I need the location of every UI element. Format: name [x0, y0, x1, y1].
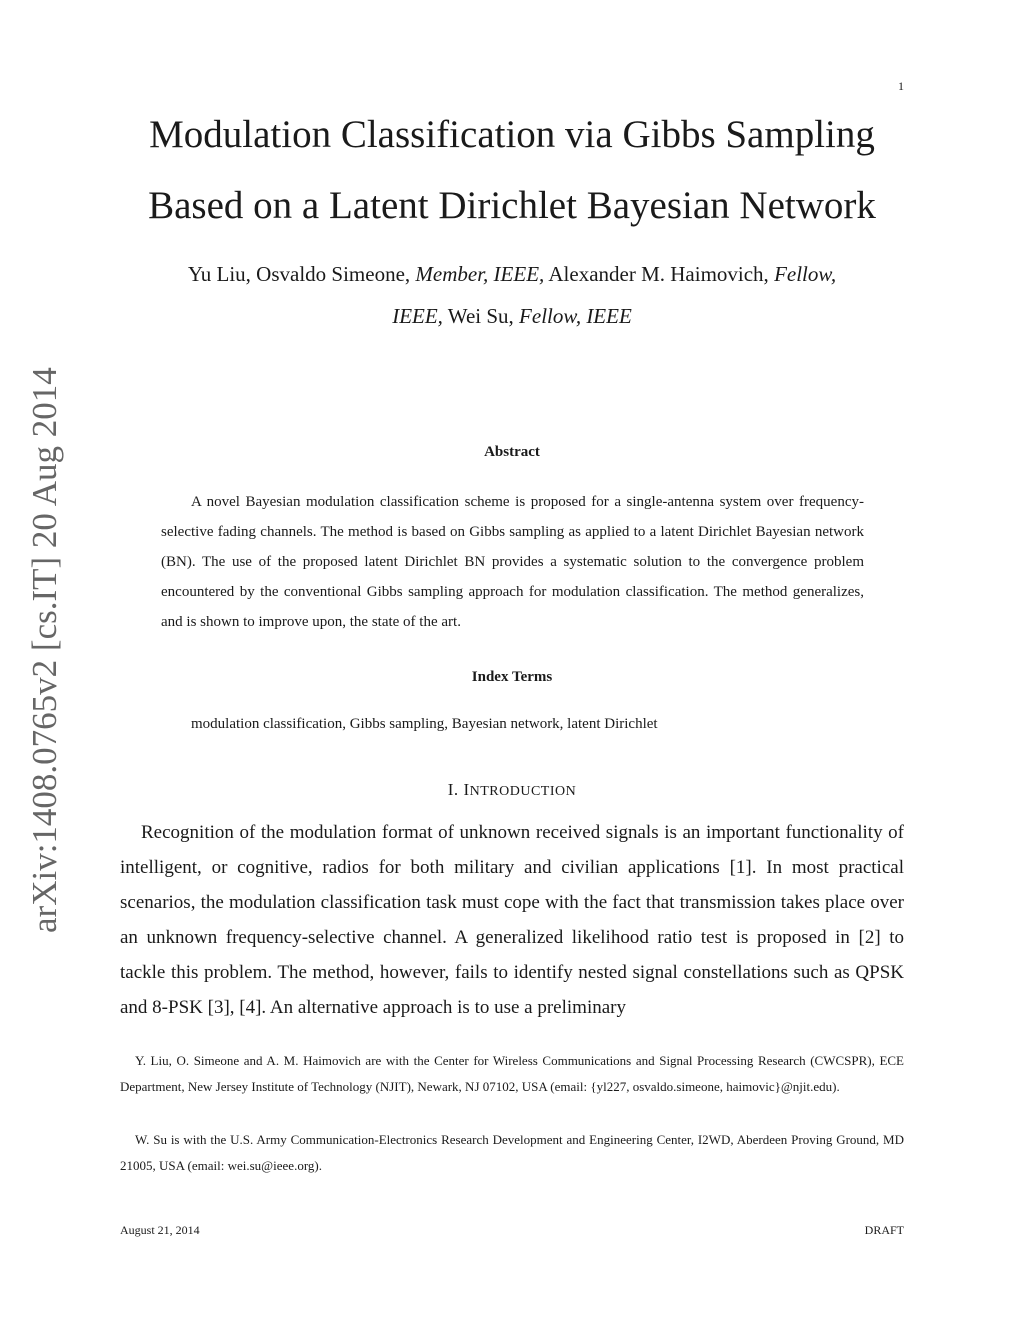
author-role-1: Member, IEEE, [415, 262, 545, 286]
introduction-heading [120, 780, 904, 800]
heading-initial: I [463, 780, 470, 799]
arxiv-stamp: arXiv:1408.0765v2 [cs.IT] 20 Aug 2014 [25, 367, 64, 933]
index-terms-heading: Index Terms [471, 669, 553, 685]
author-line-2 [60, 303, 964, 329]
index-terms-text: modulation classification, Gibbs sampling, Bayesian network, latent Dirichlet [191, 716, 658, 732]
footer-date: August 21, 2014 [120, 1223, 200, 1237]
author-names-2: Alexander M. Haimovich, [544, 262, 775, 286]
footnote-affiliation-2: W. Su is with the U.S. Army Communication-Electronics Research Development and Engineering Center, I2WD, Aberdeen Proving Ground, MD 21005, USA (email: wei.su@ieee.org). [120, 1132, 904, 1173]
author-role-3: Fellow, IEEE [519, 304, 632, 328]
abstract-text: A novel Bayesian modulation classification scheme is proposed for a single-antenna system over frequency-selective fading channels. The method is based on Gibbs sampling as applied to a latent Dirichlet Bayesian network (BN). The use of the proposed latent Dirichlet BN provides a systematic solution to the convergence problem encountered by the conventional Gibbs sampling approach for modulation classification. The method generalizes, and is shown to improve upon, the state of the art. [161, 494, 864, 630]
section-number: I. [447, 780, 464, 799]
author-names-3: Wei Su, [442, 304, 520, 328]
author-names-1: Yu Liu, Osvaldo Simeone, [187, 262, 416, 286]
paper-title-line-2: Based on a Latent Dirichlet Bayesian Network [148, 184, 876, 227]
author-line-1 [60, 261, 964, 287]
author-role-2b: IEEE, [392, 304, 443, 328]
heading-rest: NTRODUCTION [469, 784, 577, 799]
introduction-text: Recognition of the modulation format of unknown received signals is an important functionality of intelligent, or cognitive, radios for both military and civilian applications [1]. In most practical scenarios, the modulation classification task must cope with the fact that transmission takes place over an unknown frequency-selective channel. A generalized likelihood ratio test is proposed in [2] to tackle this problem. The method, however, fails to identify nested signal constellations such as QPSK and 8-PSK [3], [4]. An alternative approach is to use a preliminary [120, 822, 904, 1018]
paper-title-line-1: Modulation Classification via Gibbs Sampling [149, 113, 875, 156]
author-role-2a: Fellow, [774, 262, 837, 286]
footnote-affiliation-1: Y. Liu, O. Simeone and A. M. Haimovich are with the Center for Wireless Communications and Signal Processing Research (CWCSPR), ECE Department, New Jersey Institute of Technology (NJIT), Newark, NJ 07102, USA (email: {yl227, osvaldo.simeone, haimovic}@njit.edu). [120, 1053, 904, 1094]
footer-draft-label: DRAFT [864, 1223, 904, 1237]
abstract-heading: Abstract [484, 444, 540, 460]
page-number: 1 [898, 79, 904, 93]
